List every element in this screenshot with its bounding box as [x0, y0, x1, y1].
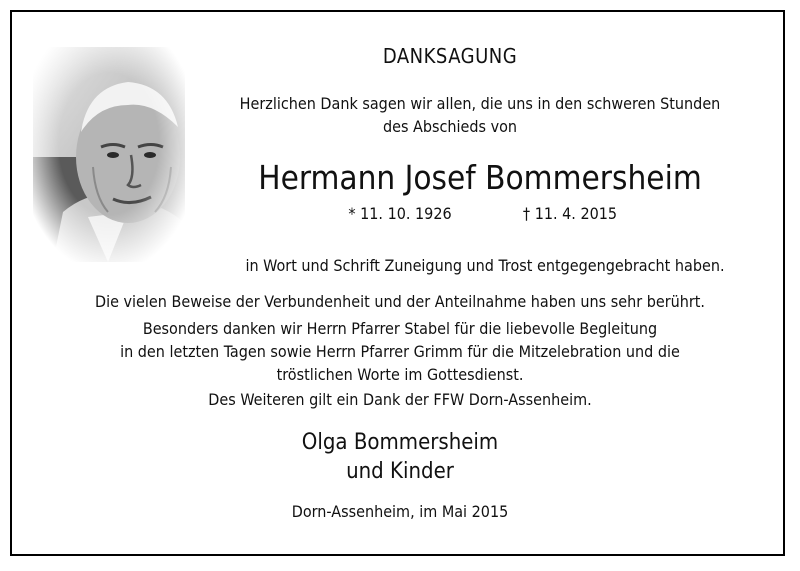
- signature-line-2: und Kinder: [346, 459, 454, 484]
- body-line-5: Des Weiteren gilt ein Dank der FFW Dorn-Assenheim.: [208, 390, 592, 409]
- intro-line-3: in Wort und Schrift Zuneigung und Trost entgegengebracht haben.: [245, 256, 725, 275]
- body-line-2: Besonders danken wir Herrn Pfarrer Stabel für die liebevolle Begleitung: [142, 319, 658, 338]
- intro-line-1: Herzlichen Dank sagen wir allen, die uns in den schweren Stunden: [239, 94, 721, 113]
- notice-heading: DANKSAGUNG: [382, 44, 518, 68]
- intro-line-2: des Abschieds von: [382, 117, 518, 136]
- body-line-3: in den letzten Tagen sowie Herrn Pfarrer Grimm für die Mitzelebration und die: [120, 342, 680, 361]
- body-line-4: tröstlichen Worte im Gottesdienst.: [276, 365, 524, 384]
- birth-date: * 11. 10. 1926: [348, 204, 452, 223]
- signature-line-1: Olga Bommersheim: [301, 430, 499, 455]
- place-date: Dorn-Assenheim, im Mai 2015: [291, 502, 509, 521]
- deceased-name: Hermann Josef Bommersheim: [258, 158, 702, 197]
- portrait-photo: [33, 47, 185, 262]
- death-date: † 11. 4. 2015: [522, 204, 618, 223]
- body-line-1: Die vielen Beweise der Verbundenheit und der Anteilnahme haben uns sehr berührt.: [95, 292, 705, 311]
